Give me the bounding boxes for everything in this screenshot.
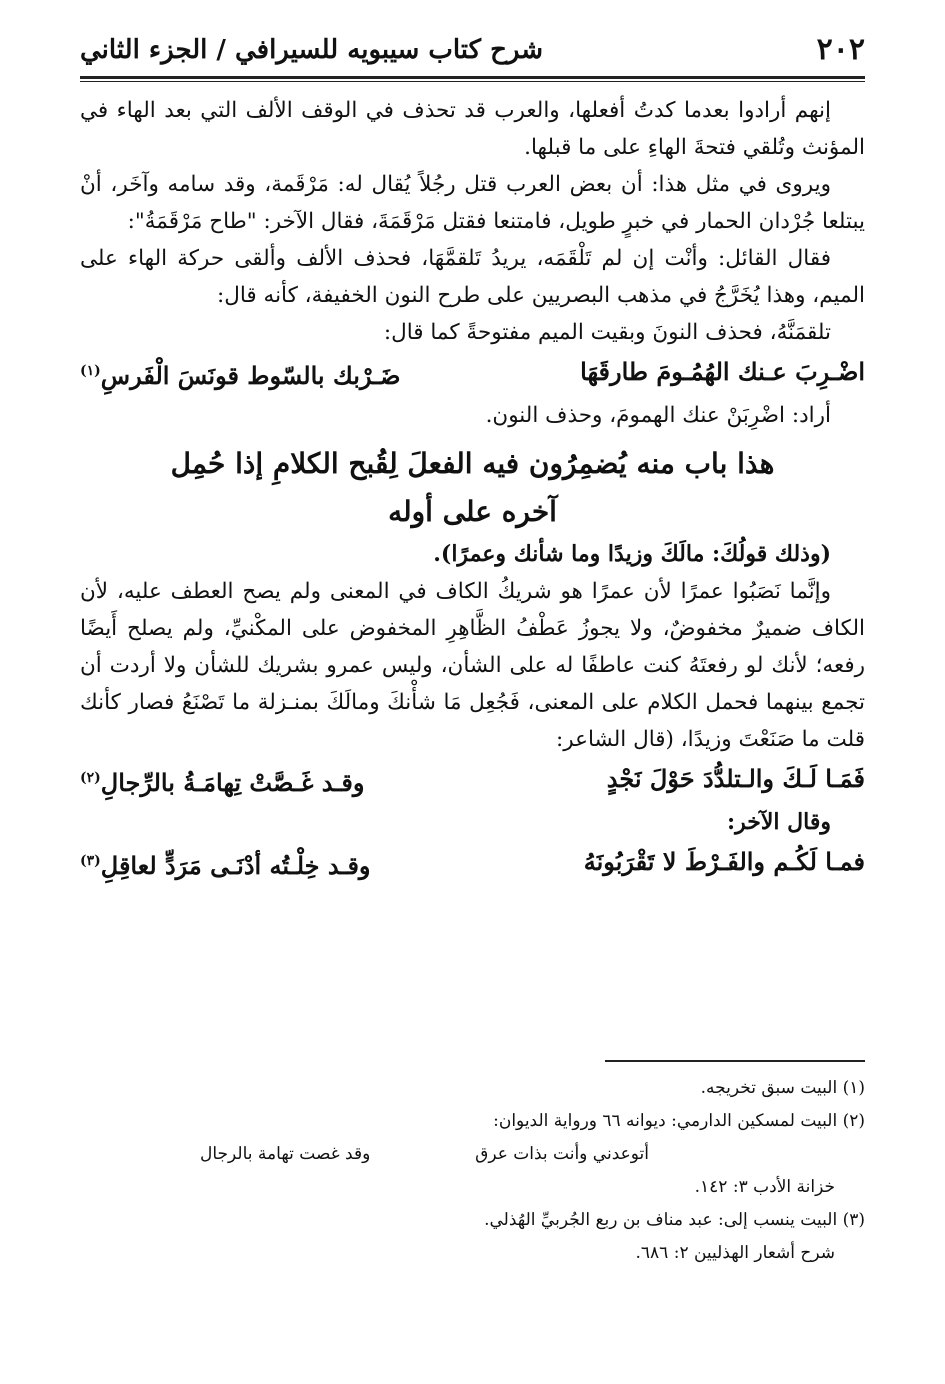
running-title: شرح كتاب سيبويه للسيرافي / الجزء الثاني — [80, 35, 543, 65]
verse-1-second-hemistich — [80, 353, 401, 394]
footnote-marker-2: (٢) — [80, 770, 101, 786]
verse-3-second-text: وقـد خِلْـتُه أدْنَـى مَرَدٍّ لعاقِلِ — [100, 851, 371, 880]
verse-3 — [80, 843, 865, 883]
page-number: ٢٠٢ — [816, 32, 865, 67]
verse-2-second-hemistich — [80, 760, 364, 801]
verse-2 — [80, 760, 865, 800]
header-rule — [80, 76, 865, 79]
footnote-marker-3: (٣) — [80, 853, 101, 869]
paragraph-2: ويروى في مثل هذا: أن بعض العرب قتل رجُلاً يُقال له: مَرْقَمة، وقد سامه وآخَر، أنْ يبتلعا جُرْدان الحمار في خبرٍ طويل، فامتنعا فقتل مَرْقَمَةَ، فقال الآخر: "طاح مَرْقَمَةُ": — [80, 172, 865, 234]
footnotes — [80, 1072, 865, 1270]
footnote-2-verse-second: وقد غصت تهامة بالرجال — [200, 1144, 371, 1164]
footnote-marker-1: (١) — [80, 363, 101, 379]
verse-3-first-hemistich: فمـا لَكُـم والفَـرْطَ لا تَقْرَبُونَهُ — [583, 847, 865, 876]
verse-2-first-hemistich: فَمَـا لَـكَ والـتلدُّدَ حَوْلَ نَجْدٍ — [606, 764, 865, 793]
chapter-heading — [80, 440, 865, 536]
footnote-rule — [605, 1060, 865, 1062]
footnote-2-verse-first: أتوعدني وأنت بذات عرق — [475, 1144, 649, 1164]
header-rule-thin — [80, 81, 865, 82]
main-text — [80, 92, 865, 887]
paragraph-5: أراد: اضْرِبَنْ عنك الهمومَ، وحذف النون. — [485, 403, 831, 428]
label-other-poet: وقال الآخر: — [726, 809, 831, 835]
verse-2-second-text: وقـد غَـصَّتْ تِهامَـةُ بالرِّجالِ — [100, 768, 365, 797]
footnote-2: (٢) البيت لمسكين الدارمي: ديوانه ٦٦ ورواية الديوان: — [493, 1111, 865, 1131]
footnote-1: (١) البيت سبق تخريجه. — [700, 1078, 865, 1098]
footnote-3-reference: شرح أشعار الهذليين ٢: ٦٨٦. — [635, 1243, 835, 1263]
chapter-heading-line-2: آخره على أوله — [388, 495, 557, 528]
example-text: (وذلك قولُكَ: مالَكَ وزيدًا وما شأنك وعمرًا). — [433, 541, 831, 567]
paragraph-3: فقال القائل: وأنْت إن لم تَلْقَمَه، يريدُ تَلقمَّهَا، فحذف الألف وألقى حركة الهاء على الميم، وهذا يُخَرَّجُ في مذهب البصريين على طرح النون الخفيفة، كأنه قال: — [80, 246, 865, 308]
paragraph-6: وإنَّما نَصَبُوا عمرًا لأن عمرًا هو شريكُ الكاف في المعنى ولم يصح العطف عليه، لأن الكاف ضميرٌ مخفوضٌ، ولا يجوزُ عَطْفُ الظَّاهِرِ المخفوض على المكْنيِّ، ولم يصلح أَيضًا رفعه؛ لأنك لو رفعتَهُ كنت عاطفًا له على الشأن، وليس عمرو بشريك للشأن ولا أردت أن تجمع بينهما فحمل الكلام على المعنى، فَجُعِل مَا شأْنكَ ومالَكَ بمنـزلة ما تَصْنَعُ فصار كأنك قلت ما صَنَعْتَ وزيدًا، (قال الشاعر: — [80, 579, 865, 752]
footnote-3: (٣) البيت ينسب إلى: عبد مناف بن ربع الجُربيِّ الهُذلي. — [484, 1210, 865, 1230]
verse-1-first-hemistich: اضْـرِبَ عـنك الهُمُـومَ طارقَهَا — [580, 357, 865, 386]
verse-3-second-hemistich — [80, 843, 371, 884]
verse-1-second-text: ضَـرْبك بالسّوط قونَسَ الْفَرسِ — [100, 361, 401, 390]
verse-1 — [80, 353, 865, 393]
paragraph-4: تلقمَنَّهُ، فحذف النونَ وبقيت الميم مفتوحةً كما قال: — [383, 320, 831, 345]
chapter-heading-line-1: هذا باب منه يُضمِرُون فيه الفعلَ لِقُبح الكلامِ إذا حُمِل — [170, 447, 775, 480]
footnote-2-reference: خزانة الأدب ٣: ١٤٢. — [694, 1177, 835, 1197]
page-header — [80, 28, 865, 72]
footnote-2-verse — [80, 1138, 865, 1171]
paragraph-1: إنهم أرادوا بعدما كدتُ أفعلها، والعرب قد تحذف في الوقف الألف التي بعد الهاء في المؤنث وتُلقي فتحةَ الهاءِ على ما قبلها. — [80, 98, 865, 160]
